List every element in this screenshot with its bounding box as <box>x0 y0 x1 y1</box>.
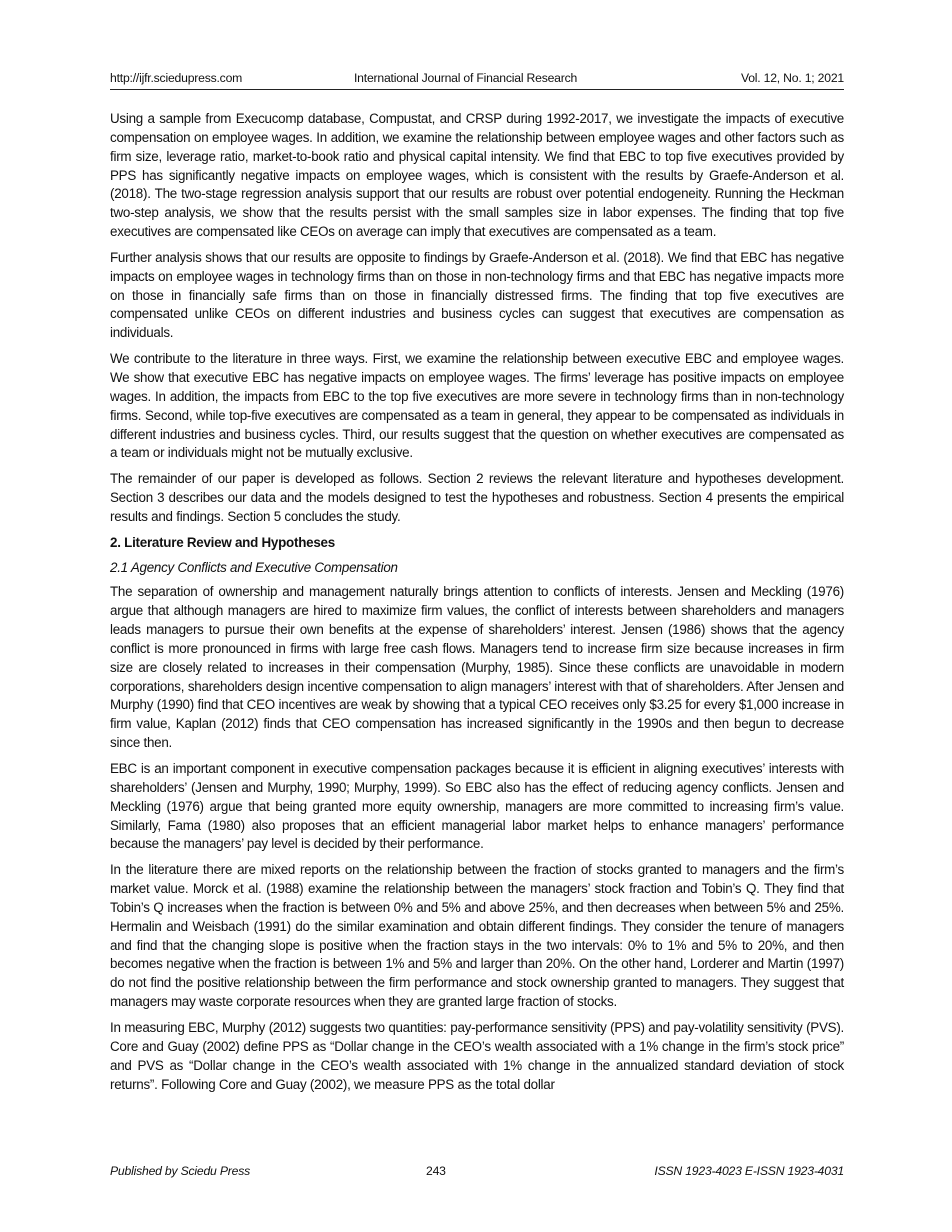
paragraph-8: In measuring EBC, Murphy (2012) suggests two quantities: pay-performance sensitivity (PPS) and pay-volatility sensitivity (PVS). Core and Guay (2002) define PPS as “Dollar change in the CEO’s wealth associated with a 1% change in the firm’s stock price” and PVS as “Dollar change in the CEO’s wealth associated with 1% change in the annualized standard deviation of stock returns”. Following Core and Guay (2002), we measure PPS as the total dollar <box>110 1019 844 1092</box>
paragraph-1: Using a sample from Execucomp database, Compustat, and CRSP during 1992-2017, we investigate the impacts of executive compensation on employee wages. In addition, we examine the relationship between employee wages and other factors such as firm size, leverage ratio, market-to-book ratio and physical capital intensity. We find that EBC to top five executives provided by PPS has significantly negative impacts on employee wages, which is consistent with the results by Graefe-Anderson et al. (2018). The two-stage regression analysis support that our results are robust over potential endogeneity. Running the Heckman two-step analysis, we show that the results persist with the small samples size in labor expenses. The finding that top five executives are compensated like CEOs on average can imply that executives are compensated as a team. <box>110 111 844 240</box>
page-number: 243 <box>426 1164 446 1178</box>
paragraph-3: We contribute to the literature in three ways. First, we examine the relationship between executive EBC and employee wages. We show that executive EBC has negative impacts on employee wages. The firms’ leverage has positive impacts on employee wages. In addition, the impacts from EBC to the top five executives are more severe in technology firms than in non-technology firms. Second, while top-five executives are compensated as a team in general, they appear to be compensated as individuals in different industries and business cycles. Third, our results suggest that the question on whether executives are compensated as a team or individuals might not be mutually exclusive. <box>110 351 844 461</box>
volume-info: Vol. 12, No. 1; 2021 <box>740 71 844 85</box>
section-heading: 2. Literature Review and Hypotheses <box>110 534 335 550</box>
running-header <box>110 71 844 90</box>
publisher-label: Published by Sciedu Press <box>110 1164 250 1178</box>
paragraph-2: Further analysis shows that our results are opposite to findings by Graefe-Anderson et al. (2018). We find that EBC has negative impacts on employee wages in technology firms than on those in non-technology firms and that EBC has negative impacts more on those in financially safe firms than on those in financially distressed firms. The finding that top five executives are compensated unlike CEOs on different industries and business cycles can suggest that executives are compensation as individuals. <box>110 249 844 341</box>
subsection-heading: 2.1 Agency Conflicts and Executive Compensation <box>110 559 398 575</box>
paragraph-6: EBC is an important component in executive compensation packages because it is efficient in aligning executives’ interests with shareholders’ (Jensen and Murphy, 1990; Murphy, 1999). So EBC also has the effect of reducing agency conflicts. Jensen and Meckling (1976) argue that being granted more equity ownership, managers are more committed to increasing firm’s value. Similarly, Fama (1980) also proposes that an efficient managerial labor market helps to enhance managers’ performance because the managers’ pay level is decided by their performance. <box>110 761 844 852</box>
running-footer <box>110 1164 844 1180</box>
paragraph-4: The remainder of our paper is developed as follows. Section 2 reviews the relevant literature and hypotheses development. Section 3 describes our data and the models designed to test the hypotheses and robustness. Section 4 presents the empirical results and findings. Section 5 concludes the study. <box>110 471 844 524</box>
document-page <box>110 0 844 1232</box>
body-text <box>110 110 844 1101</box>
journal-title: International Journal of Financial Research <box>354 71 578 85</box>
paragraph-7: In the literature there are mixed reports on the relationship between the fraction of stocks granted to managers and the firm’s market value. Morck et al. (1988) examine the relationship between the managers’ stock fraction and Tobin’s Q. They find that Tobin’s Q increases when the fraction is between 0% and 5% and above 25%, and then decreases when between 5% and 25%. Hermalin and Weisbach (1991) do the similar examination and obtain different findings. They consider the tenure of managers and find that the changing slope is positive when the fraction stays in the two intervals: 0% to 1% and 5% to 20%, and then becomes negative when the fraction is between 1% and 5% and larger than 20%. On the other hand, Lorderer and Martin (1997) do not find the positive relationship between the firm performance and stock ownership granted to managers. They suggest that managers may waste corporate resources when they are granted large fraction of stocks. <box>110 862 844 1010</box>
issn-label: ISSN 1923-4023 E-ISSN 1923-4031 <box>654 1164 844 1178</box>
journal-url[interactable]: http://ijfr.sciedupress.com <box>110 71 243 85</box>
paragraph-5: The separation of ownership and management naturally brings attention to conflicts of interests. Jensen and Meckling (1976) argue that although managers are hired to maximize firm values, the conflict of interests between shareholders and managers leads managers to pursue their own benefits at the expense of shareholders’ interest. Jensen (1986) shows that the agency conflict is more pronounced in firms with large free cash flows. Managers tend to increase firm size because increases in firm size are closely related to increases in their compensation (Murphy, 1985). Since these conflicts are unavoidable in modern corporations, shareholders design incentive compensation to align managers’ interest with that of shareholders. After Jensen and Murphy (1990) find that CEO incentives are weak by showing that a typical CEO receives only $3.25 for every $1,000 increase in firm value, Kaplan (2012) finds that CEO compensation has increased significantly in the 1990s and then begun to decrease since then. <box>110 584 844 751</box>
